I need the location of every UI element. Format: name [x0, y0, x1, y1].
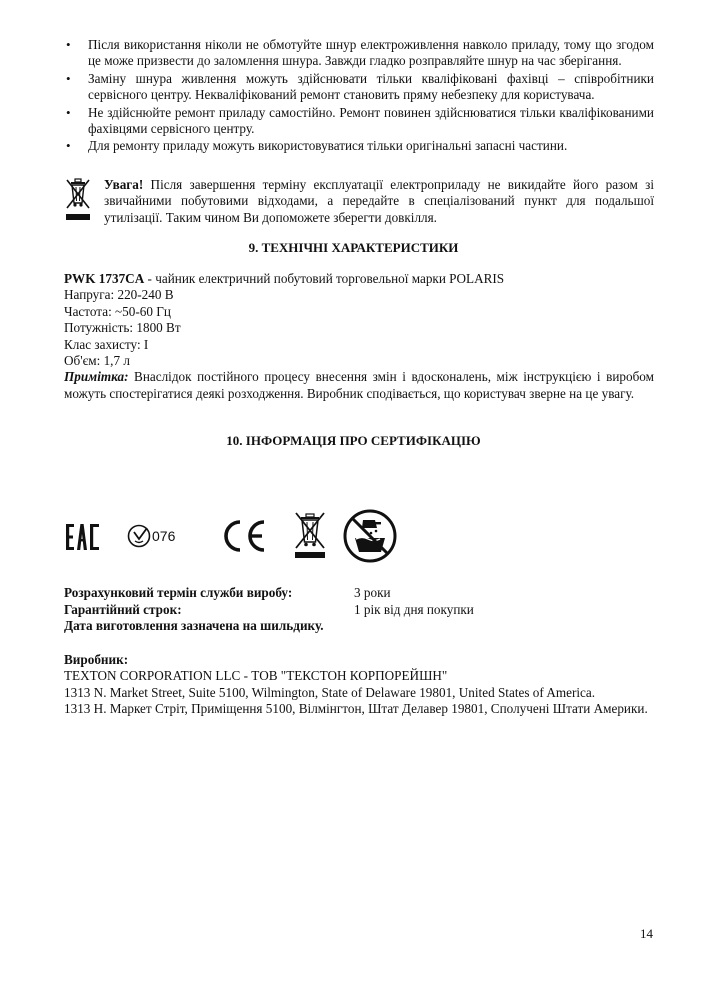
- note-label: Примітка:: [64, 369, 129, 385]
- note: Примітка: Внаслідок постійного процесу внесення змін і вдосконалень, між інструкцією і виробом можуть спостерігатися деякі розходження. Виробник сподівається, що користувач зверне на це увагу.: [64, 369, 654, 401]
- ua-mark-number: 076: [152, 528, 176, 544]
- ua-conformity-mark-icon: [126, 508, 196, 564]
- warranty-label: Гарантійний строк:: [64, 601, 182, 617]
- bullet-icon: •: [66, 70, 71, 86]
- page-number: 14: [640, 926, 653, 941]
- service-life-label: Розрахунковий термін служби виробу:: [64, 585, 293, 600]
- service-life-row: [64, 585, 664, 602]
- technical-specs: [64, 271, 654, 402]
- weee-bin-icon: [290, 508, 330, 564]
- list-item: • Не здійснюйте ремонт приладу самостійно. Ремонт повинен здійснюватися тільки кваліфікованими фахівцями сервісного центру.: [66, 104, 654, 137]
- warning-label: Увага!: [104, 177, 144, 192]
- list-item: • Після використання ніколи не обмотуйте шнур електроживлення навколо приладу, тому що згодом це може призвести до заломлення шнура. Завжди гладко розправляйте шнур на час зберігання.: [66, 37, 654, 69]
- eac-mark-icon: [64, 508, 104, 564]
- weee-bin-icon: [64, 177, 92, 223]
- spec-line: Об'єм: 1,7 л: [64, 353, 130, 369]
- bullet-icon: •: [66, 138, 71, 154]
- certification-marks: [64, 508, 404, 564]
- warning-text: Увага! Після завершення терміну експлуатації електроприладу не викидайте його разом зі звичайними побутовими відходами, а передайте в спеціалізований пункт для подальшої утилізації. Таким чином Ви допоможете зберегти довкілля.: [104, 177, 654, 225]
- ce-mark-icon: [218, 508, 270, 564]
- section-heading: 10. ІНФОРМАЦІЯ ПРО СЕРТИФІКАЦІЮ: [226, 433, 481, 448]
- model-code: PWK 1737CA: [64, 271, 145, 286]
- list-item: • Заміну шнура живлення можуть здійснювати тільки кваліфіковані фахівці – співробітники сервісного центру. Некваліфікований ремонт становить пряму небезпеку для користувача.: [66, 70, 654, 103]
- bullet-icon: •: [66, 37, 71, 52]
- spec-line: Клас захисту: I: [64, 336, 149, 352]
- manufacturer-label: Виробник:: [64, 652, 129, 667]
- no-water-immersion-icon: [342, 508, 398, 564]
- warranty-value: 1 рік від дня покупки: [354, 601, 474, 617]
- list-item: • Для ремонту приладу можуть використовуватися тільки оригінальні запасні частини.: [66, 138, 568, 154]
- service-info: [64, 585, 664, 635]
- warranty-row: [64, 602, 664, 619]
- manufacturer-address-en: 1313 N. Market Street, Suite 5100, Wilmington, State of Delaware 19801, United States of America.: [64, 684, 596, 700]
- manufacturer-address-ua: 1313 Н. Маркет Стріт, Приміщення 5100, Вілмінгтон, Штат Делавер 19801, Сполучені Штати Америки.: [64, 701, 648, 717]
- model-line: PWK 1737CA - чайник електричний побутовий торговельної марки POLARIS: [64, 271, 505, 286]
- manufacturer-name: TEXTON CORPORATION LLC - ТОВ "ТЕКСТОН КОРПОРЕЙШН": [64, 668, 448, 684]
- manufacturer-info: [64, 652, 664, 718]
- safety-bullet-list: [64, 37, 654, 156]
- section-heading: 9. ТЕХНІЧНІ ХАРАКТЕРИСТИКИ: [248, 240, 459, 255]
- bullet-icon: •: [66, 104, 71, 120]
- spec-line: Напруга: 220-240 В: [64, 287, 174, 303]
- spec-line: Частота: ~50-60 Гц: [64, 303, 171, 319]
- spec-line: Потужність: 1800 Вт: [64, 320, 181, 336]
- production-date-note: Дата виготовлення зазначена на шильдику.: [64, 618, 324, 633]
- service-life-value: 3 роки: [354, 585, 391, 600]
- disposal-warning: [64, 177, 654, 226]
